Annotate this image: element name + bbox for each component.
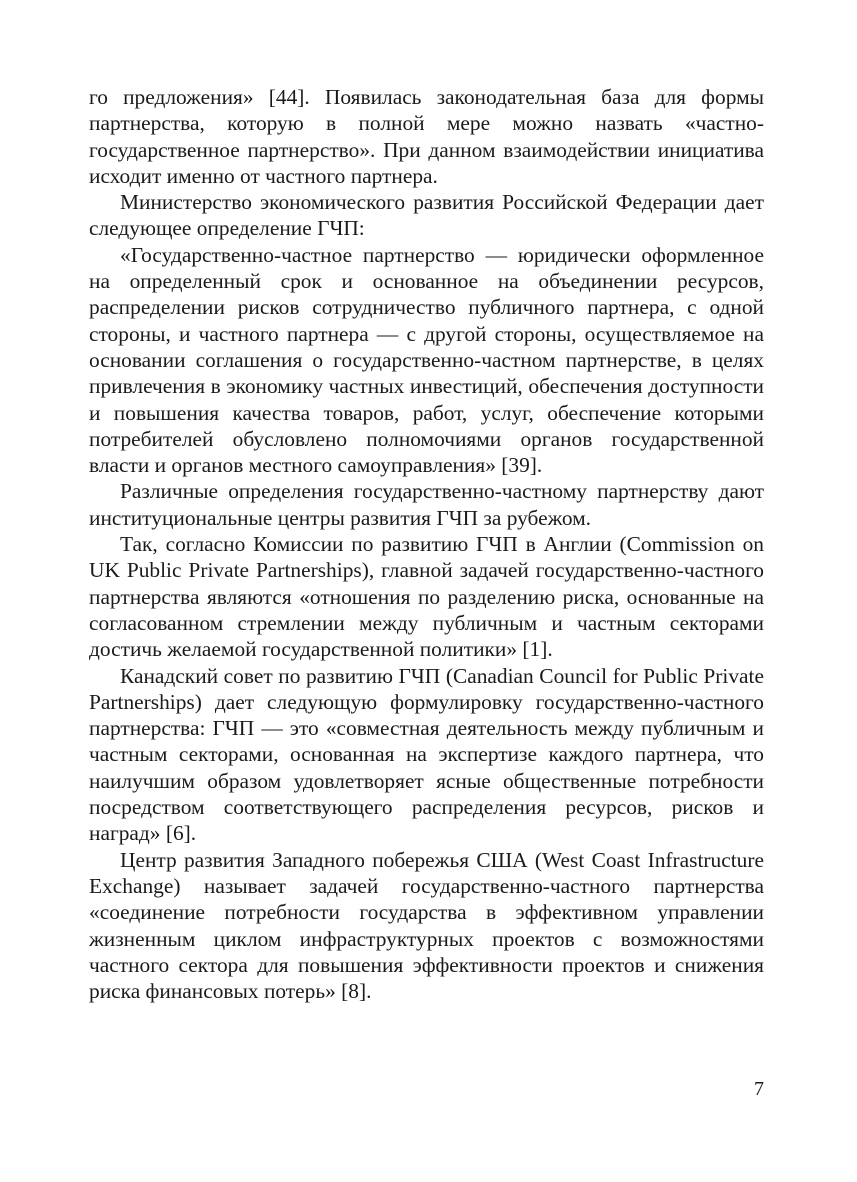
paragraph-continuation: го предложения» [44]. Появилась законодательная база для формы партнерства, которую в полной мере можно назвать «частно-государственное партнерство». При данном взаимодействии инициатива исходит именно от частного партнера.: [89, 85, 764, 188]
paragraph-ministry: Министерство экономического развития Российской Федерации дает следующее определение ГЧП:: [89, 190, 764, 241]
paragraph-foreign-centers: Различные определения государственно-частному партнерству дают институциональные центры развития ГЧП за рубежом.: [89, 479, 764, 530]
body-text: [89, 84, 764, 1004]
paragraph-definition-quote: «Государственно-частное партнерство — юридически оформленное на определенный срок и основанное на объединении ресурсов, распределении рисков сотрудничество публичного партнера, с одной стороны, и частного партнера — с другой стороны, осуществляемое на основании соглашения о государственно-частном партнерстве, в целях привлечения в экономику частных инвестиций, обеспечения доступности и повышения качества товаров, работ, услуг, обеспечение которыми потребителей обусловлено полномочиями органов государственной власти и органов местного самоуправления» [39].: [89, 242, 764, 478]
paragraph-canadian-council: Канадский совет по развитию ГЧП (Canadian Council for Public Private Partnerships) дает следующую формулировку государственно-частного партнерства: ГЧП — это «совместная деятельность между публичным и частным секторами, основанная на экспертизе каждого партнера, что наилучшим образом удовлетворяет ясные общественные потребности посредством соответствующего распределения ресурсов, рисков и наград» [6].: [89, 663, 764, 846]
page-number: 7: [754, 1078, 764, 1100]
paragraph-uk-commission: Так, согласно Комиссии по развитию ГЧП в Англии (Commission on UK Public Private Partnerships), главной задачей государственно-частного партнерства являются «отношения по разделению риска, основанные на согласованном стремлении между публичным и частным секторами достичь желаемой государственной политики» [1].: [89, 532, 764, 662]
paragraph-west-coast: Центр развития Западного побережья США (West Coast Infrastructure Exchange) называет задачей государственно-частного партнерства «соединение потребности государства в эффективном управлении жизненным циклом инфраструктурных проектов с возможностями частного сектора для повышения эффективности проектов и снижения риска финансовых потерь» [8].: [89, 847, 764, 1004]
